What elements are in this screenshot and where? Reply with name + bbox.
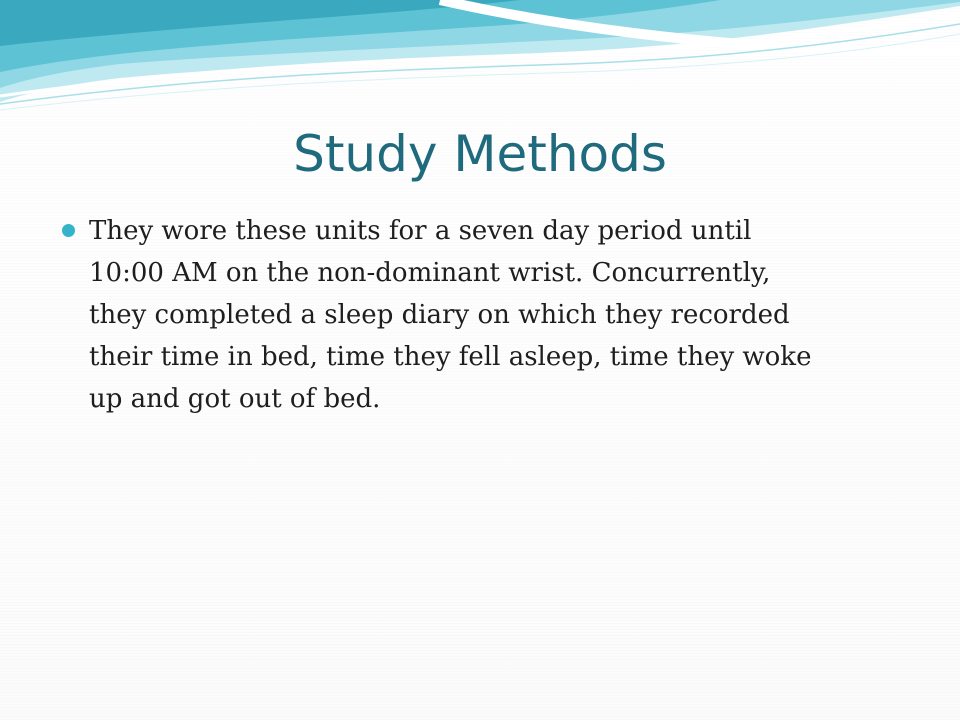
bullet-item [62,210,912,420]
slide-body [62,210,912,420]
bullet-text: They wore these units for a seven day period until 10:00 AM on the non-dominant wrist. Concurrently, they completed a sleep diary on which they recorded their time in bed, time they fell asleep, time they woke up and got out of bed. [89,216,812,414]
header-wave-decoration [0,0,960,120]
slide-title: Study Methods [293,125,667,183]
bullet-dot-icon [62,224,75,237]
